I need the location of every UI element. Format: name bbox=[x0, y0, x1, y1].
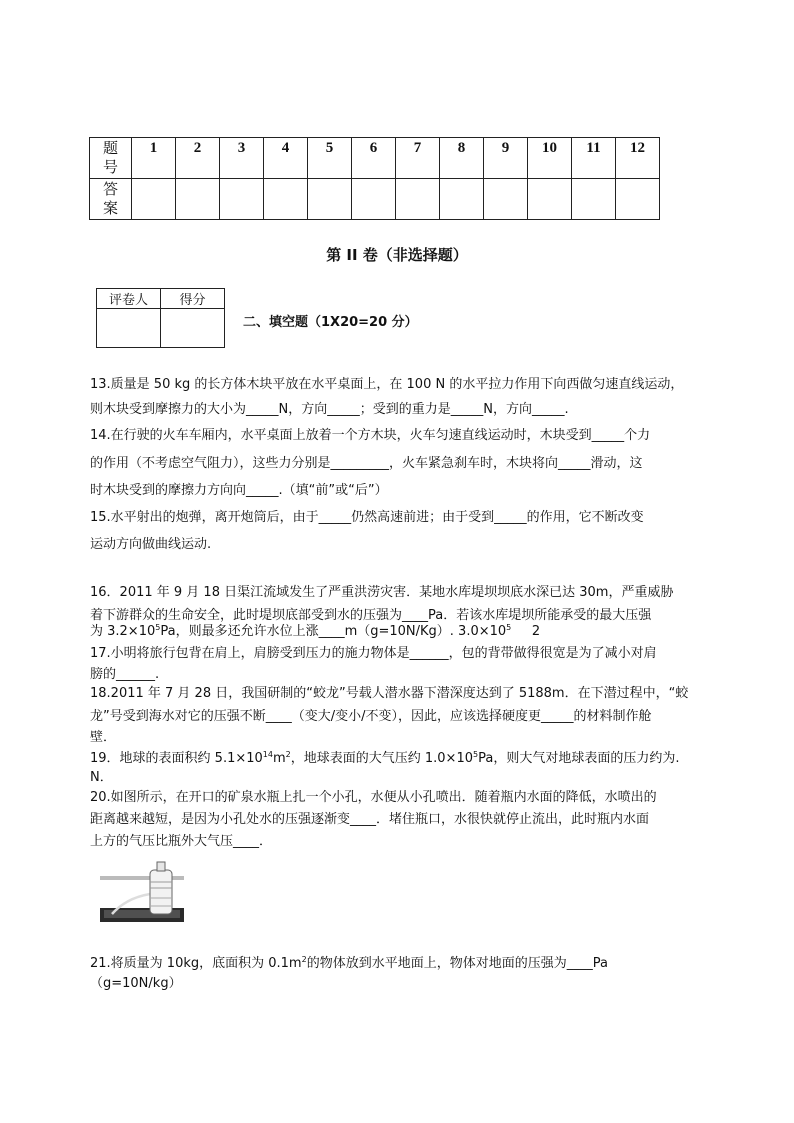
question-number-cell: 1 bbox=[132, 138, 176, 179]
answer-cell[interactable] bbox=[616, 179, 660, 220]
answer-cell[interactable] bbox=[220, 179, 264, 220]
question-number-cell: 2 bbox=[176, 138, 220, 179]
question-21-line-1: 21.将质量为 10kg，底面积为 $0.1m^2$的物体放到水平地面上，物体对地面的压强为____Pa bbox=[90, 955, 608, 971]
question-14-line-2: 的作用（不考虑空气阻力），这些力分别是_________，火车紧急刹车时，木块将向_____滑动，这 bbox=[90, 456, 643, 471]
question-17-line-1: 17.小明将旅行包背在肩上，肩膀受到压力的施力物体是______，包的背带做得很宽是为了减小对肩 bbox=[90, 646, 657, 661]
answer-row bbox=[90, 179, 660, 220]
grader-cell[interactable] bbox=[97, 309, 161, 348]
grader-label: 评卷人 bbox=[97, 289, 161, 309]
answer-cell[interactable] bbox=[484, 179, 528, 220]
answer-cell[interactable] bbox=[176, 179, 220, 220]
question-number-cell: 4 bbox=[264, 138, 308, 179]
question-21-line-2: （g=10N/kg） bbox=[90, 976, 182, 991]
question-20-line-2: 距离越来越短，是因为小孔处水的压强逐渐变____．堵住瓶口，水很快就停止流出，此时瓶内水面 bbox=[90, 812, 650, 827]
question-18-line-3: 壁． bbox=[90, 730, 117, 745]
question-19-line-1: 19．地球的表面积约 $5.1\times 10^{14}m^2$，地球表面的大气压约 $1.0\times 10^5Pa$，则大气对地球表面的压力约为. bbox=[90, 750, 680, 766]
question-number-cell: 7 bbox=[396, 138, 440, 179]
answer-cell[interactable] bbox=[572, 179, 616, 220]
question-15-line-2: 运动方向做曲线运动. bbox=[90, 537, 212, 552]
question-number-row bbox=[90, 138, 660, 179]
question-18-line-2: 龙”号受到海水对它的压强不断____（变大/变小/不变），因此，应该选择硬度更_____的材料制作舱 bbox=[90, 709, 652, 724]
question-17-line-2: 膀的______. bbox=[90, 667, 160, 682]
question-number-cell: 6 bbox=[352, 138, 396, 179]
answer-cell[interactable] bbox=[264, 179, 308, 220]
question-18-line-1: 18.2011 年 7 月 28 日，我国研制的“蛟龙”号载人潜水器下潜深度达到了 5188m．在下潜过程中，“蛟 bbox=[90, 686, 689, 701]
answer-cell[interactable] bbox=[352, 179, 396, 220]
question-number-cell: 8 bbox=[440, 138, 484, 179]
answer-cell[interactable] bbox=[396, 179, 440, 220]
score-label: 得分 bbox=[161, 289, 225, 309]
question-16-line-1: 16．2011 年 9 月 18 日渠江流域发生了严重洪涝灾害．某地水库堤坝坝底水深已达 30m，严重威胁 bbox=[90, 585, 674, 600]
question-16-line-3: 为 $3.2\times 10^5Pa$，则最多还允许水位上涨____m（g=10N/Kg）. $3.0\times 10^5$ 2 bbox=[90, 623, 541, 639]
answer-cell[interactable] bbox=[528, 179, 572, 220]
question-number-cell: 12 bbox=[616, 138, 660, 179]
question-14-line-3: 时木块受到的摩擦力方向向_____.（填“前”或“后”） bbox=[90, 483, 388, 498]
question-number-cell: 5 bbox=[308, 138, 352, 179]
question-16-line-2: 着下游群众的生命安全，此时堤坝底部受到水的压强为____Pa．若该水库堤坝所能承受的最大压强 bbox=[90, 608, 652, 623]
part-title: 第 II 卷（非选择题） bbox=[326, 246, 468, 264]
question-13-line-2: 则木块受到摩擦力的大小为_____N，方向_____；受到的重力是_____N，方向_____. bbox=[90, 402, 569, 417]
question-number-cell: 10 bbox=[528, 138, 572, 179]
question-14-line-1: 14.在行驶的火车车厢内，水平桌面上放着一个方木块，火车匀速直线运动时，木块受到_____个力 bbox=[90, 428, 651, 443]
section-title: 二、填空题（1X20=20 分） bbox=[243, 315, 418, 330]
answer-cell[interactable] bbox=[440, 179, 484, 220]
answer-cell[interactable] bbox=[308, 179, 352, 220]
question-13-line-1: 13.质量是 50 kg 的长方体木块平放在水平桌面上，在 100 N 的水平拉力作用下向西做匀速直线运动， bbox=[90, 377, 684, 392]
score-cell[interactable] bbox=[161, 309, 225, 348]
bottle-figure bbox=[98, 858, 186, 928]
score-table bbox=[96, 288, 225, 348]
question-15-line-1: 15.水平射出的炮弹，离开炮筒后，由于_____仍然高速前进；由于受到_____的作用，它不断改变 bbox=[90, 510, 644, 525]
question-number-cell: 11 bbox=[572, 138, 616, 179]
question-number-cell: 3 bbox=[220, 138, 264, 179]
answer-cell[interactable] bbox=[132, 179, 176, 220]
question-19-line-2: N． bbox=[90, 770, 113, 785]
answer-table bbox=[89, 137, 660, 220]
question-number-cell: 9 bbox=[484, 138, 528, 179]
row-label-answer: 答案 bbox=[90, 179, 132, 220]
question-20-line-1: 20.如图所示，在开口的矿泉水瓶上扎一个小孔，水便从小孔喷出．随着瓶内水面的降低，水喷出的 bbox=[90, 790, 657, 805]
question-20-line-3: 上方的气压比瓶外大气压____． bbox=[90, 834, 273, 849]
row-label-question-number: 题号 bbox=[90, 138, 132, 179]
